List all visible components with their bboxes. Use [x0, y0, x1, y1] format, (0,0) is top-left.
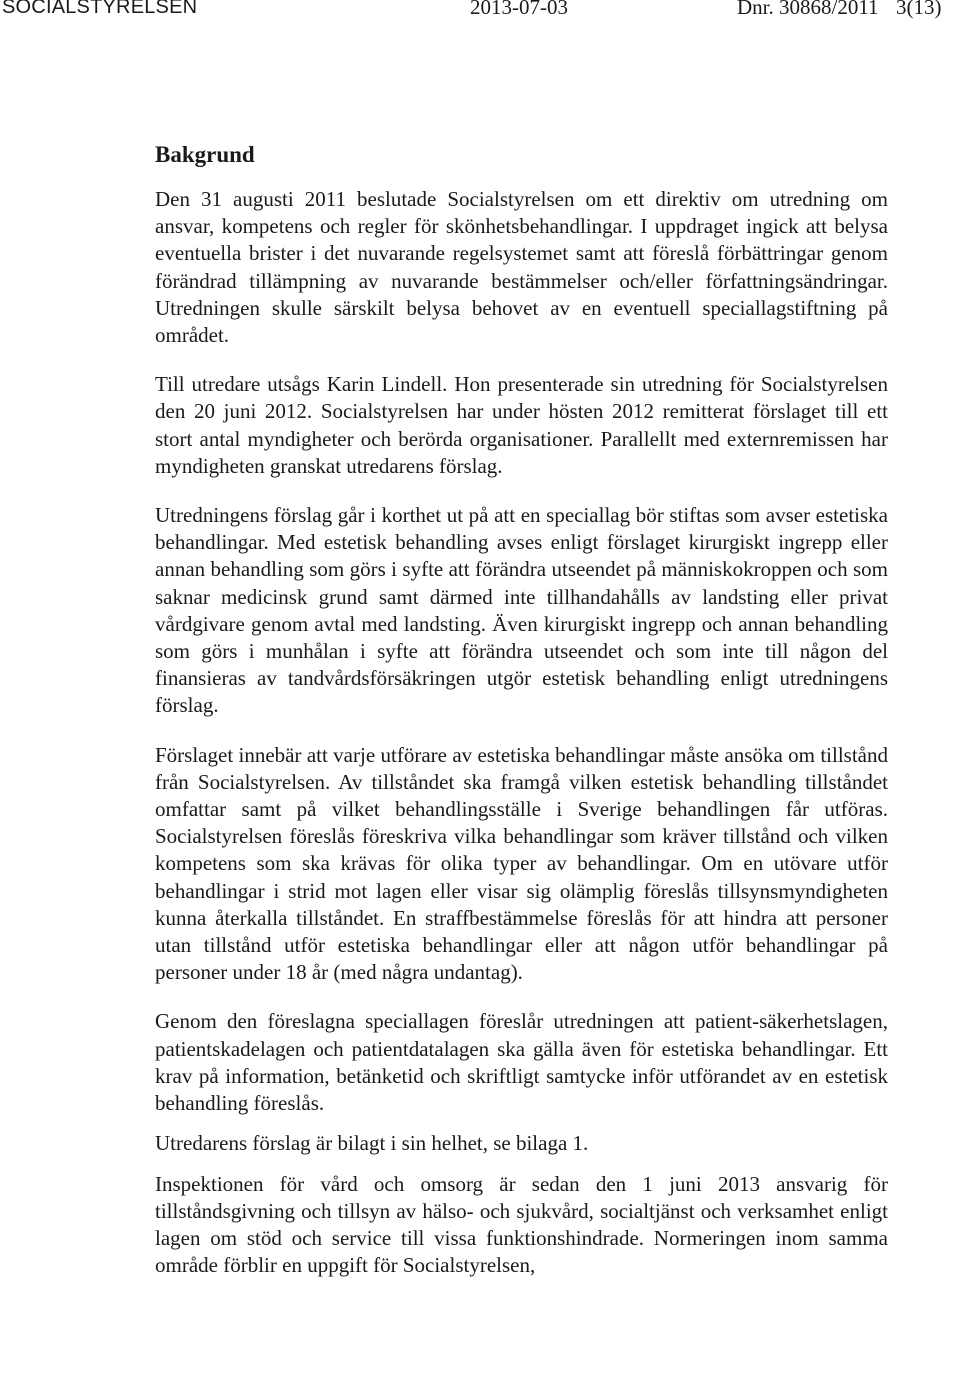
organization-name: SOCIALSTYRELSEN	[2, 0, 198, 18]
paragraph-1: Den 31 augusti 2011 beslutade Socialstyrelsen om ett direktiv om utredning om ansvar, kompetens och regler för skönhetsbehandlingar. I uppdraget ingick att belysa eventuella brister i det nuvarande regelsystemet samt att föreslå förbättringar genom förändrad tillämpning av nuvarande bestämmelser och/eller författningsändringar. Utredningen skulle särskilt belysa behovet av en eventuell speciallagstiftning på området.	[155, 187, 888, 348]
document-date: 2013-07-03	[470, 0, 568, 19]
section-heading: Bakgrund	[155, 142, 255, 167]
page-header	[0, 0, 960, 20]
paragraph-4: Förslaget innebär att varje utförare av estetiska behandlingar måste ansöka om tillstånd från Socialstyrelsen. Av tillståndet ska framgå vilken estetisk behandling tillståndet omfattar samt på vilket behandlingsställe i Sverige behandlingen får utföras. Socialstyrelsen föreslås föreskriva vilka behandlingar som kräver tillstånd och vilken kompetens som ska krävas för olika typer av behandlingar. Om en utövare utför behandlingar i strid mot lagen eller visar sig olämplig föreslås tillsynsmyndigheten kunna återkalla tillståndet. En straffbestämmelse föreslås för att hindra att personer utan tillstånd utför estetiska behandlingar eller att någon utför behandlingar på personer under 18 år (med några undantag).	[155, 742, 888, 985]
paragraph-3: Utredningens förslag går i korthet ut på att en speciallag bör stiftas som avser estetiska behandlingar. Med estetisk behandling avses enligt förslaget kirurgiskt ingrepp eller annan behandling som görs i syfte att förändra utseendet på människokroppen och som saknar medicinsk grund samt därmed inte tillhandahålls av landsting eller privat vårdgivare genom avtal med landsting. Även kirurgiskt ingrepp och annan behandling som görs i munhålan i syfte att förändra utseendet och som inte till någon del finansieras av tandvårdsförsäkringen utgör estetisk behandling enligt utredningens förslag.	[155, 503, 888, 718]
paragraph-7: Inspektionen för vård och omsorg är sedan den 1 juni 2013 ansvarig för tillståndsgivning och tillsyn av hälso- och sjukvård, socialtjänst och verksamhet enligt lagen om stöd och service till vissa funktionshindrade. Normeringen inom samma område förblir en uppgift för Socialstyrelsen,	[155, 1171, 888, 1278]
paragraph-5: Genom den föreslagna speciallagen föreslår utredningen att patient-säkerhetslagen, patientskadelagen och patientdatalagen ska gälla även för estetiska behandlingar. Ett krav på information, betänketid och skriftligt samtycke inför utförandet av en estetisk behandling föreslås.	[155, 1009, 888, 1116]
page-number: 3(13)	[896, 0, 942, 19]
document-number: Dnr. 30868/2011	[737, 0, 879, 19]
document-body	[155, 140, 888, 1301]
paragraph-6: Utredarens förslag är bilagt i sin helhet, se bilaga 1.	[155, 1131, 589, 1156]
paragraph-2: Till utredare utsågs Karin Lindell. Hon presenterade sin utredning för Socialstyrelsen den 20 juni 2012. Socialstyrelsen har under hösten 2012 remitterat förslaget till ett stort antal myndigheter och berörda organisationer. Parallellt med externremissen har myndigheten granskat utredarens förslag.	[155, 372, 888, 478]
